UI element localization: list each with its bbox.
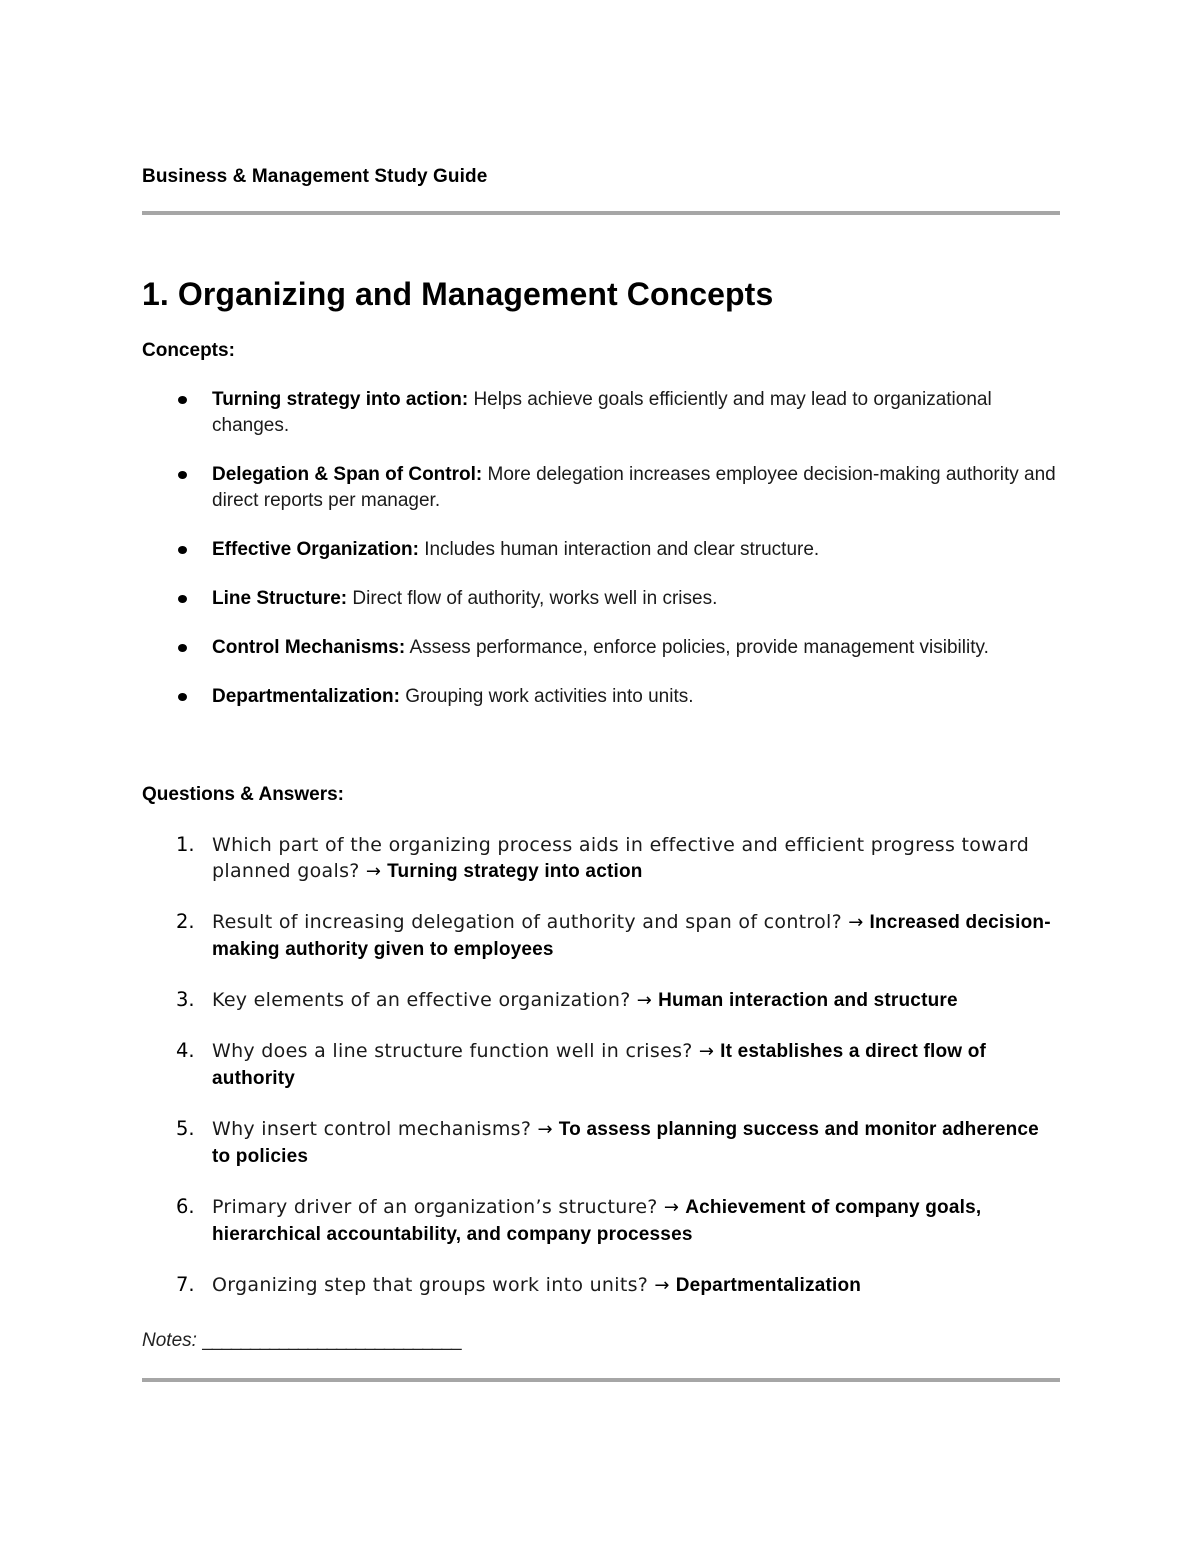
bullet-icon: [178, 546, 187, 554]
qa-item: [142, 1272, 1060, 1299]
section-title: 1. Organizing and Management Concepts: [142, 276, 774, 312]
notes-label: Notes:: [142, 1330, 197, 1351]
concept-item: [142, 586, 1060, 612]
arrow-right-icon: →: [698, 1041, 714, 1062]
qa-question: Primary driver of an organization’s structure?: [212, 1196, 658, 1218]
qa-number: 1.: [176, 833, 195, 856]
notes-blank-line: ___________________________: [202, 1330, 461, 1351]
arrow-right-icon: →: [848, 912, 864, 933]
bullet-icon: [178, 644, 187, 652]
bullet-icon: [178, 595, 187, 603]
arrow-right-icon: →: [636, 990, 652, 1011]
concept-description: Includes human interaction and clear structure.: [424, 539, 820, 560]
concept-description: Helps achieve goals efficiently and may lead to organizational changes.: [212, 389, 992, 436]
qa-item: [142, 987, 1060, 1014]
qa-item: [142, 1194, 1060, 1248]
qa-question: Result of increasing delegation of authority and span of control?: [212, 911, 843, 933]
concept-term: Departmentalization:: [212, 686, 400, 707]
qa-heading: Questions & Answers:: [142, 784, 345, 805]
header-divider: [142, 211, 1060, 215]
qa-question: Why does a line structure function well in crises?: [212, 1040, 693, 1062]
qa-number: 3.: [176, 988, 195, 1011]
concept-item: [142, 684, 1060, 710]
concept-term: Effective Organization:: [212, 539, 419, 560]
qa-answer: Achievement of company goals, hierarchical accountability, and company processes: [212, 1197, 982, 1245]
document-header: Business & Management Study Guide: [142, 166, 488, 187]
qa-answer: Increased decision-making authority given to employees: [212, 912, 1051, 960]
arrow-right-icon: →: [365, 861, 381, 882]
bullet-icon: [178, 471, 187, 479]
concept-description: More delegation increases employee decision-making authority and direct reports per manager.: [212, 464, 1056, 511]
concept-item: [142, 387, 1060, 439]
qa-answer: Departmentalization: [675, 1275, 862, 1296]
arrow-right-icon: →: [654, 1275, 670, 1296]
qa-number: 5.: [176, 1117, 195, 1140]
qa-question: Key elements of an effective organization?: [212, 989, 631, 1011]
concepts-list: [142, 387, 1060, 733]
concepts-heading: Concepts:: [142, 340, 235, 361]
qa-item: [142, 832, 1060, 885]
qa-number: 4.: [176, 1039, 195, 1062]
concept-term: Delegation & Span of Control:: [212, 464, 483, 485]
concept-term: Line Structure:: [212, 588, 348, 609]
arrow-right-icon: →: [663, 1197, 679, 1218]
qa-item: [142, 909, 1060, 963]
concept-term: Turning strategy into action:: [212, 389, 469, 410]
qa-number: 6.: [176, 1195, 195, 1218]
qa-item: [142, 1038, 1060, 1092]
qa-question: Organizing step that groups work into units?: [212, 1274, 649, 1296]
bullet-icon: [178, 396, 187, 404]
qa-item: [142, 1116, 1060, 1170]
concept-term: Control Mechanisms:: [212, 637, 406, 658]
qa-number: 7.: [176, 1273, 195, 1296]
concept-item: [142, 537, 1060, 563]
qa-number: 2.: [176, 910, 195, 933]
concept-item: [142, 635, 1060, 661]
qa-answer: Human interaction and structure: [658, 990, 958, 1011]
qa-question: Why insert control mechanisms?: [212, 1118, 532, 1140]
qa-answer: Turning strategy into action: [387, 861, 643, 882]
concept-description: Assess performance, enforce policies, provide management visibility.: [409, 637, 989, 658]
bullet-icon: [178, 693, 187, 701]
qa-answer: It establishes a direct flow of authority: [212, 1041, 987, 1089]
concept-item: [142, 462, 1060, 514]
concept-description: Direct flow of authority, works well in crises.: [352, 588, 718, 609]
arrow-right-icon: →: [537, 1119, 553, 1140]
concept-description: Grouping work activities into units.: [405, 686, 694, 707]
notes-field: [142, 1330, 461, 1352]
qa-list: [142, 832, 1060, 1323]
qa-question: Which part of the organizing process aids in effective and efficient progress toward planned goals?: [212, 834, 1030, 882]
qa-answer: To assess planning success and monitor adherence to policies: [212, 1119, 1039, 1167]
footer-divider: [142, 1378, 1060, 1382]
